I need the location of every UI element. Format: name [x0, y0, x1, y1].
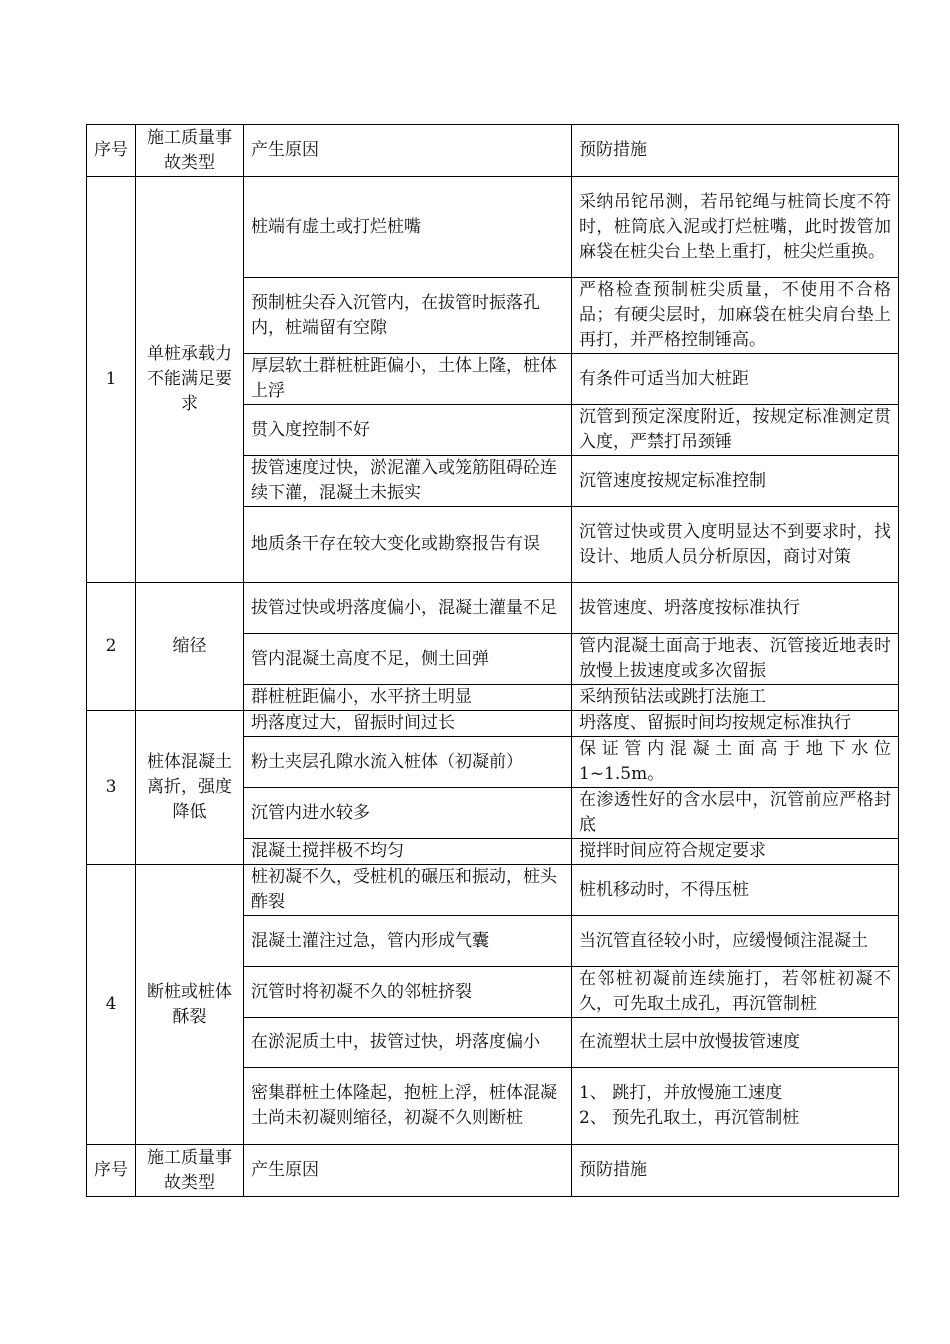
header-cause: 产生原因 — [244, 125, 572, 177]
table-footer-row — [87, 1145, 899, 1197]
measure-cell: 桩机移动时，不得压桩 — [572, 865, 899, 916]
cause-cell: 在淤泥质土中，拔管过快，坍落度偏小 — [244, 1018, 572, 1068]
measure-cell: 沉管过快或贯入度明显达不到要求时，找设计、地质人员分析原因，商讨对策 — [572, 507, 899, 583]
header-index: 序号 — [87, 125, 136, 177]
table-header-row — [87, 125, 899, 177]
footer-index: 序号 — [87, 1145, 136, 1197]
footer-cause: 产生原因 — [244, 1145, 572, 1197]
measure-cell: 管内混凝土面高于地表、沉管接近地表时放慢上拔速度或多次留振 — [572, 634, 899, 685]
accident-type: 桩体混凝土离折，强度降低 — [136, 711, 244, 865]
footer-measure: 预防措施 — [572, 1145, 899, 1197]
cause-cell: 混凝土搅拌极不均匀 — [244, 839, 572, 865]
table-row — [87, 711, 899, 737]
cause-cell: 厚层软土群桩桩距偏小，土体上隆，桩体上浮 — [244, 354, 572, 405]
cause-cell: 群桩桩距偏小，水平挤土明显 — [244, 685, 572, 711]
measure-cell: 当沉管直径较小时，应缓慢倾注混凝土 — [572, 916, 899, 967]
cause-cell: 预制桩尖吞入沉管内，在拔管时振落孔内，桩端留有空隙 — [244, 278, 572, 354]
measure-cell: 采纳吊铊吊测，若吊铊绳与桩筒长度不符时，桩筒底入泥或打烂桩嘴，此时拨管加麻袋在桩尖台上垫上重打，桩尖烂重换。 — [572, 177, 899, 278]
row-index: 3 — [87, 711, 136, 865]
cause-cell: 粉土夹层孔隙水流入桩体（初凝前） — [244, 737, 572, 788]
cause-cell: 地质条干存在较大变化或勘察报告有误 — [244, 507, 572, 583]
measure-cell: 1、 跳打，并放慢施工速度 2、 预先孔取土，再沉管制桩 — [572, 1068, 899, 1145]
measure-cell: 在流塑状土层中放慢拔管速度 — [572, 1018, 899, 1068]
measure-cell: 有条件可适当加大桩距 — [572, 354, 899, 405]
row-index: 2 — [87, 583, 136, 711]
header-type: 施工质量事故类型 — [136, 125, 244, 177]
table-row — [87, 583, 899, 634]
table-row — [87, 865, 899, 916]
row-index: 4 — [87, 865, 136, 1145]
measure-cell: 搅拌时间应符合规定要求 — [572, 839, 899, 865]
cause-cell: 沉管内进水较多 — [244, 788, 572, 839]
cause-cell: 桩端有虚土或打烂桩嘴 — [244, 177, 572, 278]
accident-type: 断桩或桩体酥裂 — [136, 865, 244, 1145]
accident-type: 单桩承载力不能满足要求 — [136, 177, 244, 583]
cause-cell: 沉管时将初凝不久的邻桩挤裂 — [244, 967, 572, 1018]
cause-cell: 管内混凝土高度不足，侧土回弹 — [244, 634, 572, 685]
cause-cell: 桩初凝不久，受桩机的碾压和振动，桩头酢裂 — [244, 865, 572, 916]
measure-cell: 在渗透性好的含水层中，沉管前应严格封底 — [572, 788, 899, 839]
table-body — [87, 125, 899, 1197]
measure-cell: 沉管速度按规定标准控制 — [572, 456, 899, 507]
cause-cell: 拔管速度过快，淤泥灌入或笼筋阻碍砼连续下灌，混凝土未振实 — [244, 456, 572, 507]
measure-cell: 保证管内混凝土面高于地下水位1~1.5m。 — [572, 737, 899, 788]
cause-cell: 坍落度过大，留振时间过长 — [244, 711, 572, 737]
measure-cell: 拔管速度、坍落度按标准执行 — [572, 583, 899, 634]
quality-accident-table — [86, 124, 899, 1197]
footer-type: 施工质量事故类型 — [136, 1145, 244, 1197]
measure-cell: 严格检查预制桩尖质量，不使用不合格品；有硬尖层时，加麻袋在桩尖肩台垫上再打，并严格控制锤高。 — [572, 278, 899, 354]
measure-cell: 坍落度、留振时间均按规定标准执行 — [572, 711, 899, 737]
measure-cell: 沉管到预定深度附近，按规定标准测定贯入度，严禁打吊颈锤 — [572, 405, 899, 456]
accident-type: 缩径 — [136, 583, 244, 711]
cause-cell: 密集群桩土体隆起，抱桩上浮，桩体混凝土尚未初凝则缩径，初凝不久则断桩 — [244, 1068, 572, 1145]
row-index: 1 — [87, 177, 136, 583]
cause-cell: 贯入度控制不好 — [244, 405, 572, 456]
table-row — [87, 177, 899, 278]
cause-cell: 混凝土灌注过急，管内形成气囊 — [244, 916, 572, 967]
measure-cell: 采纳预钻法或跳打法施工 — [572, 685, 899, 711]
measure-cell: 在邻桩初凝前连续施打，若邻桩初凝不久，可先取土成孔，再沉管制桩 — [572, 967, 899, 1018]
cause-cell: 拔管过快或坍落度偏小，混凝土灌量不足 — [244, 583, 572, 634]
header-measure: 预防措施 — [572, 125, 899, 177]
